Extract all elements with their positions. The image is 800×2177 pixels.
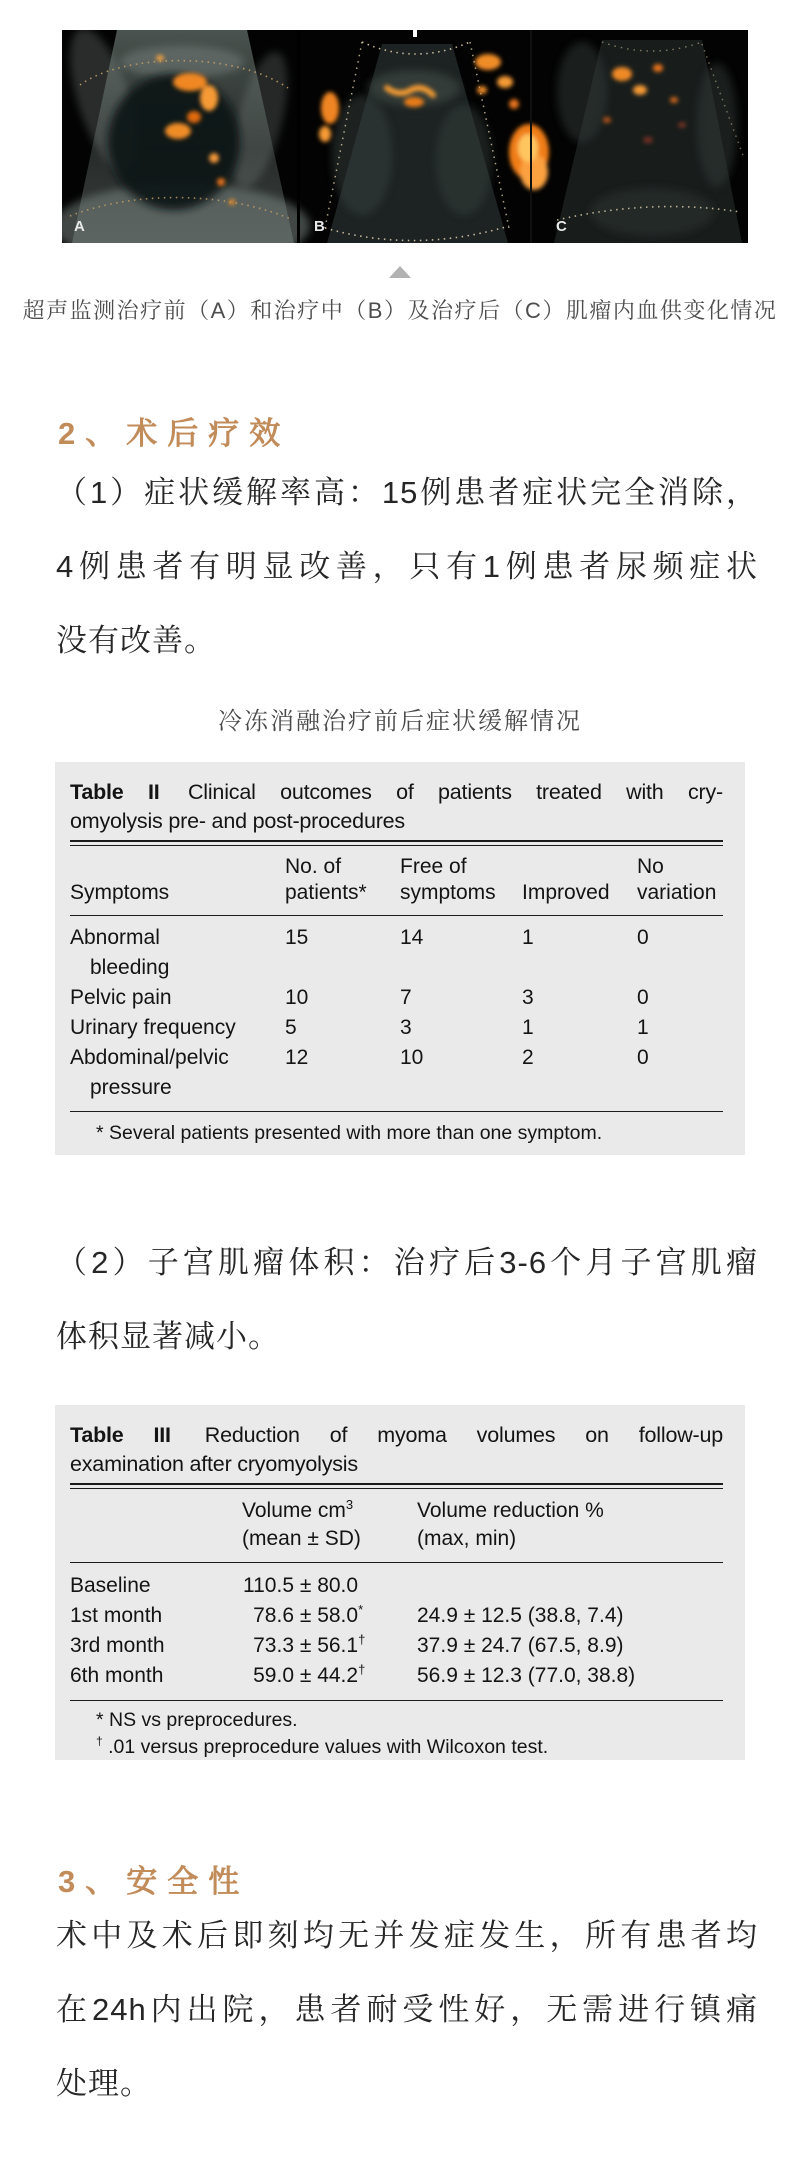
panel-b-label: B — [314, 218, 325, 235]
table-row: Baseline 110.5 ± 80.0 — [70, 1574, 359, 1597]
table-iii-label: Table III — [70, 1423, 171, 1447]
panel-c-label: C — [556, 218, 567, 235]
footnote-line: * NS vs preprocedures. — [96, 1709, 298, 1731]
paragraph-safety — [56, 1899, 758, 2121]
paragraph-line: 处理。 — [56, 2066, 152, 2101]
panel-a-label: A — [74, 218, 85, 235]
table-ii-body — [70, 916, 723, 1111]
section-heading-efficacy: 2、术后疗效 — [58, 416, 291, 451]
table-row: Abnormal bleeding 15 14 1 0 — [70, 926, 649, 979]
paragraph-line: 没有改善。 — [56, 623, 216, 658]
table-iii-title: Table III Reduction of myoma volumes on follow-up examination after cryomyolysis — [70, 1423, 723, 1476]
table-iii-footnotes — [96, 1707, 723, 1761]
table-iii-header: Volume $cm^3$ (mean ± SD) Volume reduction % (max, min) — [242, 1497, 604, 1550]
table-row: Urinary frequency 5 3 1 1 — [70, 1016, 649, 1039]
paragraph-line: 体积显著减小。 — [56, 1319, 280, 1354]
panel-c — [554, 40, 744, 243]
table-row: 1st month 78.6 ± 58.0* 24.9 ± 12.5 (38.8, 7.4) — [70, 1602, 624, 1627]
bottom-rule — [70, 1700, 723, 1701]
figure-caption: 超声监测治疗前（A）和治疗中（B）及治疗后（C）肌瘤内血供变化情况 — [22, 298, 778, 323]
table-iii-body — [70, 1563, 723, 1700]
footnote-line: † .01 versus preprocedure values with Wilcoxon test. — [96, 1734, 549, 1758]
paragraph-symptom-relief — [56, 456, 758, 678]
ultrasound-figure — [62, 30, 748, 243]
table-ii-label: Table II — [70, 780, 160, 804]
paragraph-line: （2）子宫肌瘤体积：治疗后3-6个月子宫肌瘤 — [56, 1245, 758, 1280]
panel-a — [62, 30, 310, 243]
table-ii — [55, 762, 745, 1155]
triangle-marker-icon — [389, 266, 411, 278]
paragraph-line: （1）症状缓解率高：15例患者症状完全消除， — [56, 475, 758, 510]
table2-chinese-caption: 冷冻消融治疗前后症状缓解情况 — [218, 708, 582, 735]
paragraph-line: 在24h内出院，患者耐受性好，无需进行镇痛 — [56, 1992, 758, 2027]
table-iii — [55, 1405, 745, 1760]
bottom-rule — [70, 1111, 723, 1112]
table-ii-footnote: * Several patients presented with more than one symptom. — [96, 1122, 603, 1144]
paragraph-line: 术中及术后即刻均无并发症发生，所有患者均 — [56, 1918, 758, 1953]
table-ii-title: Table II Clinical outcomes of patients treated with cry- omyolysis pre- and post-procedures — [70, 780, 723, 833]
paragraph-line: 4例患者有明显改善，只有1例患者尿频症状 — [56, 549, 758, 584]
table-row: 3rd month 73.3 ± 56.1† 37.9 ± 24.7 (67.5, 8.9) — [70, 1632, 624, 1657]
table-row: 6th month 59.0 ± 44.2† 56.9 ± 12.3 (77.0, 38.8) — [70, 1662, 636, 1687]
paragraph-volume — [56, 1226, 758, 1374]
table-ii-header: Symptoms No. of patients* Free of symptoms Improved No variation — [70, 855, 717, 904]
table-row: Abdominal/pelvic pressure 12 10 2 0 — [70, 1046, 649, 1099]
section-heading-safety: 3、安全性 — [58, 1864, 250, 1899]
ultrasound-image — [62, 30, 748, 243]
table-row: Pelvic pain 10 7 3 0 — [70, 986, 649, 1009]
